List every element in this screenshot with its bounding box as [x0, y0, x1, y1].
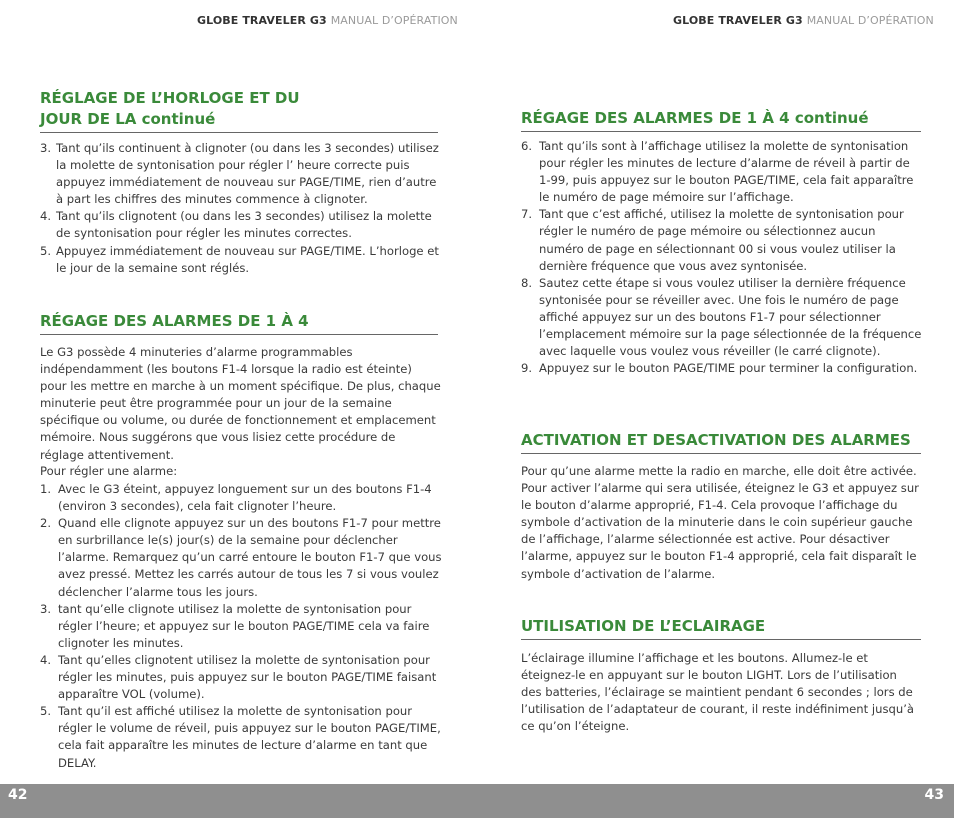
running-header-right	[673, 14, 934, 27]
alarm-steps-list	[40, 481, 444, 772]
section-title-line: RÉGLAGE DE L’HORLOGE ET DU	[40, 89, 300, 107]
list-item	[521, 275, 923, 360]
list-item-text: Tant qu’ils clignotent (ou dans les 3 secondes) utilisez la molette de syntonisation pour régler les minutes correctes.	[56, 209, 432, 241]
section-title-text: RÉGAGE DES ALARMES DE 1 À 4 continué	[521, 109, 869, 127]
header-brand: GLOBE TRAVELER G3	[197, 14, 327, 27]
list-item	[40, 515, 444, 600]
page-footer-bar	[0, 784, 954, 818]
list-item-number: 3.	[40, 141, 52, 155]
list-item-text: Tant qu’elles clignotent utilisez la molette de syntonisation pour régler les minutes, puis appuyez sur le bouton PAGE/TIME faisant apparaître VOL (volume).	[58, 652, 437, 702]
list-item	[521, 360, 923, 377]
section-title-clock	[40, 88, 438, 133]
list-item-number: 2.	[40, 516, 52, 531]
list-item-text: Quand elle clignote appuyez sur un des boutons F1-7 pour mettre en surbrillance le(s) jour(s) de la semaine pour déclencher l’alarme. Remarquez qu’un carré entoure le bouton F1-7 que vous avez pressé. Mettez les carrés autour de tous les 7 si vous voulez déclencher l’alarme tous les jours.	[58, 516, 442, 599]
alarms-lead-text: Pour régler une alarme:	[40, 464, 178, 478]
list-item-text: Appuyez sur le bouton PAGE/TIME pour terminer la configuration.	[539, 361, 918, 376]
list-item	[40, 208, 444, 242]
section-title-text: UTILISATION DE L’ECLAIRAGE	[521, 617, 766, 635]
list-item	[40, 652, 444, 703]
section-title-lighting	[521, 616, 921, 640]
header-subtitle: MANUAL D’OPÉRATION	[330, 14, 458, 27]
activation-paragraph: Pour qu’une alarme mette la radio en marche, elle doit être activée. Pour activer l’alarme qui sera utilisée, éteignez le G3 et appuyez sur le bouton d’alarme approprié, F1-4. Cela provoque l’affichage du symbole d’activation de la minuterie dans le coin supérieur gauche de l’affichage, l’alarme sélectionnée est active. Pour désactiver l’alarme, appuyez sur le bouton F1-4 approprié, cela fait disparaît le symbole d’activation de l’alarme.	[521, 464, 919, 581]
list-item-number: 8.	[521, 275, 533, 290]
page-number-left: 42	[8, 787, 28, 803]
section-title-alarms-continued	[521, 108, 921, 132]
alarm-steps-continued-list	[521, 138, 923, 377]
list-item	[40, 140, 444, 208]
list-item-text: Appuyez immédiatement de nouveau sur PAGE/TIME. L’horloge et le jour de la semaine sont réglés.	[56, 243, 439, 275]
list-item	[40, 601, 444, 652]
alarms-intro-paragraph: Le G3 possède 4 minuteries d’alarme programmables indépendamment (les boutons F1-4 lorsque la radio est éteinte) pour les mettre en marche à un moment spécifique. De plus, chaque minuterie peut être programmée pour un jour de la semaine spécifique ou volume, ou durée de fonctionnement et emplacement mémoire. Nous suggérons que vous lisiez cette procédure de réglage attentivement.	[40, 345, 441, 462]
section-title-text: RÉGAGE DES ALARMES DE 1 À 4	[40, 312, 309, 330]
header-brand: GLOBE TRAVELER G3	[673, 14, 803, 27]
list-item-number: 4.	[40, 652, 52, 667]
list-item-number: 5.	[40, 243, 52, 258]
list-item-number: 1.	[40, 482, 52, 496]
list-item-text: Tant qu’il est affiché utilisez la molette de syntonisation pour régler le volume de réveil, puis appuyez sur le bouton PAGE/TIME, cela fait apparaître les minutes de lecture d’alarme en tant que DELAY.	[58, 704, 441, 770]
running-header-left	[197, 14, 458, 27]
clock-steps-list	[40, 140, 444, 277]
page-number-right: 43	[924, 787, 944, 803]
list-item-number: 7.	[521, 207, 533, 222]
section-title-text: ACTIVATION ET DESACTIVATION DES ALARMES	[521, 431, 911, 449]
section-title-line: JOUR DE LA continué	[40, 110, 216, 128]
list-item-text: Tant qu’ils continuent à clignoter (ou dans les 3 secondes) utilisez la molette de syntonisation pour régler l’ heure correcte puis appuyez immédiatement de nouveau sur PAGE/TIME, rien d’autre à part les chiffres des minutes commence à clignoter.	[56, 141, 439, 207]
list-item-text: Tant que c’est affiché, utilisez la molette de syntonisation pour régler le numéro de page mémoire ou sélectionnez aucun numéro de page en sélectionnant 00 si vous voulez utiliser la dernière fréquence que vous avez syntonisée.	[539, 207, 904, 273]
list-item-text: Sautez cette étape si vous voulez utiliser la dernière fréquence syntonisée pour se réveiller avec. Une fois le numéro de page affiché appuyez sur un des boutons F1-7 pour sélectionner l’emplacement mémoire sur la page sélectionnée de la fréquence avec laquelle vous voulez vous réveiller (le carré clignote).	[539, 275, 922, 359]
list-item-number: 4.	[40, 209, 52, 224]
section-title-alarms	[40, 311, 438, 335]
list-item	[40, 243, 444, 277]
list-item	[40, 703, 444, 771]
list-item-number: 9.	[521, 361, 533, 376]
section-title-activation	[521, 430, 921, 454]
list-item	[40, 481, 444, 515]
lighting-paragraph: L’éclairage illumine l’affichage et les boutons. Allumez-le et éteignez-le en appuyant sur le bouton LIGHT. Lors de l’utilisation des batteries, l’éclairage se maintient pendant 6 secondes ; lors de l’utilisation de l’adaptateur de courant, il reste indéfiniment jusqu’à ce qu’on l’éteigne.	[521, 651, 914, 734]
list-item	[521, 206, 923, 274]
list-item-number: 3.	[40, 601, 52, 616]
list-item-text: Avec le G3 éteint, appuyez longuement sur un des boutons F1-4 (environ 3 secondes), cela fait clignoter l’heure.	[58, 482, 432, 514]
list-item-text: Tant qu’ils sont à l’affichage utilisez la molette de syntonisation pour régler les minutes de lecture d’alarme de réveil à partir de 1-99, puis appuyez sur le bouton PAGE/TIME, cela fait apparaître le numéro de page mémoire sur l’affichage.	[539, 139, 914, 205]
list-item-number: 5.	[40, 704, 52, 719]
list-item	[521, 138, 923, 206]
header-subtitle: MANUAL D’OPÉRATION	[806, 14, 934, 27]
list-item-text: tant qu’elle clignote utilisez la molette de syntonisation pour régler l’heure; et appuyez sur le bouton PAGE/TIME cela va faire clignoter les minutes.	[58, 601, 430, 650]
list-item-number: 6.	[521, 139, 533, 153]
